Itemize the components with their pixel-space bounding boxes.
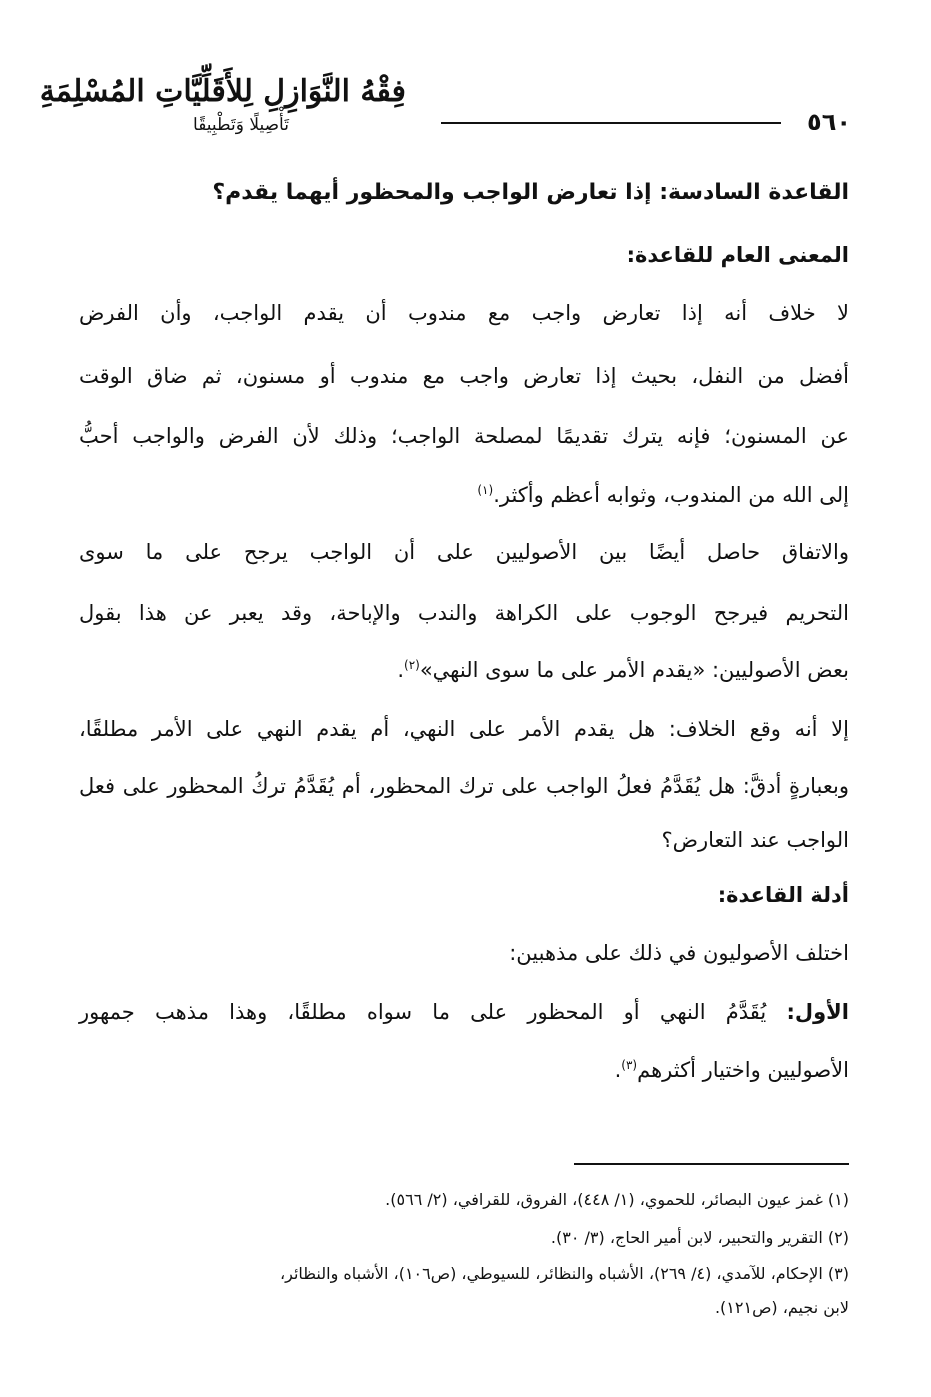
paragraph-text: بعض الأصوليين: «يقدم الأمر على ما سوى النهي» <box>419 658 849 682</box>
paragraph-line <box>79 480 849 510</box>
inline-label: الأول: <box>786 1000 849 1024</box>
paragraph-line: عن المسنون؛ فإنه يترك تقديمًا لمصلحة الواجب؛ وذلك لأن الفرض والواجب أحبُّ <box>79 424 849 448</box>
rule-heading: القاعدة السادسة: إذا تعارض الواجب والمحظور أيهما يقدم؟ <box>212 180 849 205</box>
footnote-line: لابن نجيم، (ص١٢١). <box>714 1298 849 1317</box>
book-title: فِقْهُ النَّوَازِلِ لِلأَقَلِّيَّاتِ المُسْلِمَةِ <box>39 74 406 109</box>
footnote-line: (٣) الإحكام، للآمدي، (٤/ ٢٦٩)، الأشباه والنظائر، للسيوطي، (ص١٠٦)، الأشباه والنظائر، <box>279 1264 849 1283</box>
paragraph-line: لا خلاف أنه إذا تعارض واجب مع مندوب أن يقدم الواجب، وأن الفرض <box>79 301 849 325</box>
meaning-heading: المعنى العام للقاعدة: <box>626 243 849 267</box>
paragraph-text: إلى الله من المندوب، وثوابه أعظم وأكثر. <box>493 483 849 507</box>
paragraph-line: إلا أنه وقع الخلاف: هل يقدم الأمر على النهي، أم يقدم النهي على الأمر مطلقًا، <box>79 717 849 741</box>
sentence-end: . <box>397 658 404 682</box>
paragraph-text: الأصوليين واختيار أكثرهم <box>637 1058 849 1082</box>
header-rule <box>441 122 781 124</box>
paragraph-line: التحريم فيرجح الوجوب على الكراهة والندب والإباحة، وقد يعبر عن هذا بقول <box>79 601 849 625</box>
footnote-ref: (١) <box>477 483 494 497</box>
paragraph-line: أفضل من النفل، بحيث إذا تعارض واجب مع مندوب أو مسنون، ثم ضاق الوقت <box>79 364 849 388</box>
paragraph-line: والاتفاق حاصل أيضًا بين الأصوليين على أن الواجب يرجح على ما سوى <box>79 540 849 564</box>
book-subtitle: تَأْصِيلًا وَتَطْبِيقًا <box>193 115 289 135</box>
paragraph-line <box>79 1055 849 1085</box>
footnote-line: (١) غمز عيون البصائر، للحموي، (١/ ٤٤٨)، الفروق، للقرافي، (٢/ ٥٦٦). <box>385 1190 849 1209</box>
paragraph-line <box>79 997 849 1027</box>
page-header <box>39 60 851 150</box>
paragraph-line <box>79 655 849 685</box>
footnote-ref: (٢) <box>404 658 420 672</box>
footnote-separator <box>574 1163 849 1165</box>
evidence-heading: أدلة القاعدة: <box>717 883 849 907</box>
paragraph-line: الواجب عند التعارض؟ <box>661 828 849 852</box>
paragraph-line: وبعبارةٍ أدقَّ: هل يُقَدَّمُ فعلُ الواجب على ترك المحظور، أم يُقَدَّمُ تركُ المحظور على فعل <box>79 774 849 798</box>
sentence-end: . <box>614 1058 622 1082</box>
paragraph-text: يُقَدَّمُ النهي أو المحظور على ما سواه مطلقًا، وهذا مذهب جمهور <box>79 1000 787 1024</box>
book-title-logo <box>39 70 406 136</box>
page-number: ٥٦٠ <box>807 108 851 136</box>
footnote-line: (٢) التقرير والتحبير، لابن أمير الحاج، (٣/ ٣٠). <box>550 1228 849 1247</box>
paragraph-line: اختلف الأصوليون في ذلك على مذهبين: <box>509 941 849 965</box>
footnote-ref: (٣) <box>621 1058 638 1072</box>
